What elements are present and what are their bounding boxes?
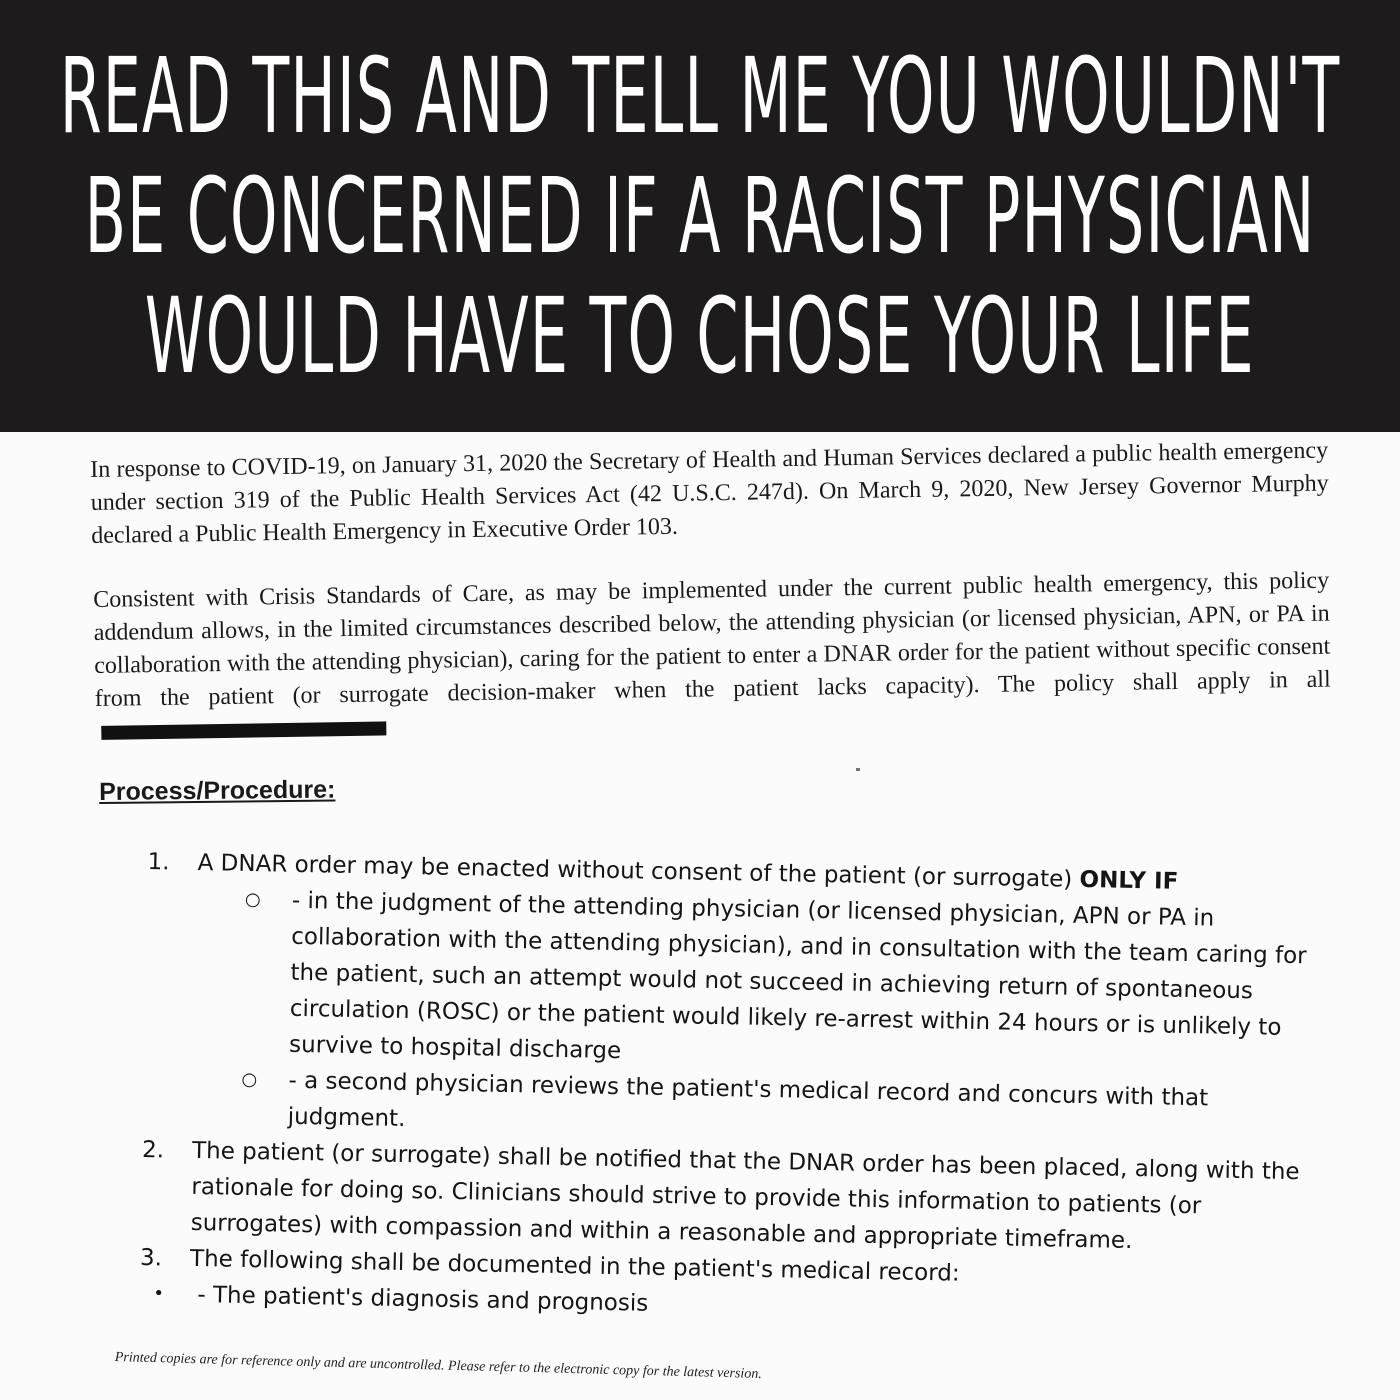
item-text: The following shall be documented in the patient's medical record: [189, 1245, 960, 1287]
section-heading: Process/Procedure: [99, 775, 336, 806]
meme-banner [0, 0, 1400, 432]
item-number: 1. [147, 848, 170, 876]
item-text: A DNAR order may be enacted without consent of the patient (or surrogate) [197, 849, 1073, 893]
intro-paragraph: In response to COVID-19, on January 31, 2020 the Secretary of Health and Human Services declared a public health emergency under section 319 of the Public Health Services Act (42 U.S.C. 247d). On March 9, 2020, New Jersey Governor Murphy declared a Public Health Emergency in Executive Order 103. [90, 437, 1329, 549]
banner-line-1: READ THIS AND TELL ME YOU WOULDN'T [59, 35, 1341, 157]
item-emphasis: ONLY IF [1079, 866, 1179, 895]
sub-item-text: - The patient's diagnosis and prognosis [197, 1282, 649, 1317]
sub-item [144, 880, 1322, 1083]
circle-bullet-icon: ○ [241, 1068, 258, 1091]
item-text: The patient (or surrogate) shall be notified that the DNAR order has been placed, along with the rationale for doing so. Clinicians should strive to provide this information to patients (or surrogates) with compassion and within a reasonable and appropriate timeframe. [190, 1137, 1300, 1254]
banner-line-3: WOULD HAVE TO CHOSE YOUR LIFE [145, 275, 1255, 397]
policy-paragraph [93, 565, 1331, 749]
procedure-list [139, 844, 1323, 1334]
scan-speck [856, 768, 860, 771]
banner-line-2: BE CONCERNED IF A RACIST PHYSICIAN [84, 155, 1316, 277]
policy-paragraph-text: Consistent with Crisis Standards of Care, as may be implemented under the current public health emergency, this policy addendum allows, in the limited circumstances described below, the attending physician (or licensed physician, APN, or PA in collaboration with the attending physician), caring for the patient to enter a DNAR order for the patient without specific consent from the patient (or surrogate decision-maker when the patient lacks capacity). The policy shall apply in all [93, 567, 1331, 712]
item-number: 2. [141, 1136, 165, 1164]
sub-item-text: - in the judgment of the attending physician (or licensed physician, APN or PA in collaboration with the attending physician), and in consultation with the team caring for the patient, such an attempt would not succeed in achieving return of spontaneous circulation (ROSC) or the patient would likely re-arrest within 24 hours or is unlikely to survive to hospital discharge [288, 887, 1307, 1065]
dot-bullet-icon: • [153, 1283, 165, 1305]
redaction-bar [101, 722, 386, 740]
scanned-document [0, 432, 1400, 1400]
circle-bullet-icon: ○ [244, 888, 261, 911]
item-number: 3. [139, 1244, 163, 1272]
footer-disclaimer: Printed copies are for reference only and are uncontrolled. Please refer to the electronic copy for the latest version. [114, 1350, 762, 1382]
sub-item-text: - a second physician reviews the patient's medical record and concurs with that judgment. [287, 1067, 1209, 1132]
